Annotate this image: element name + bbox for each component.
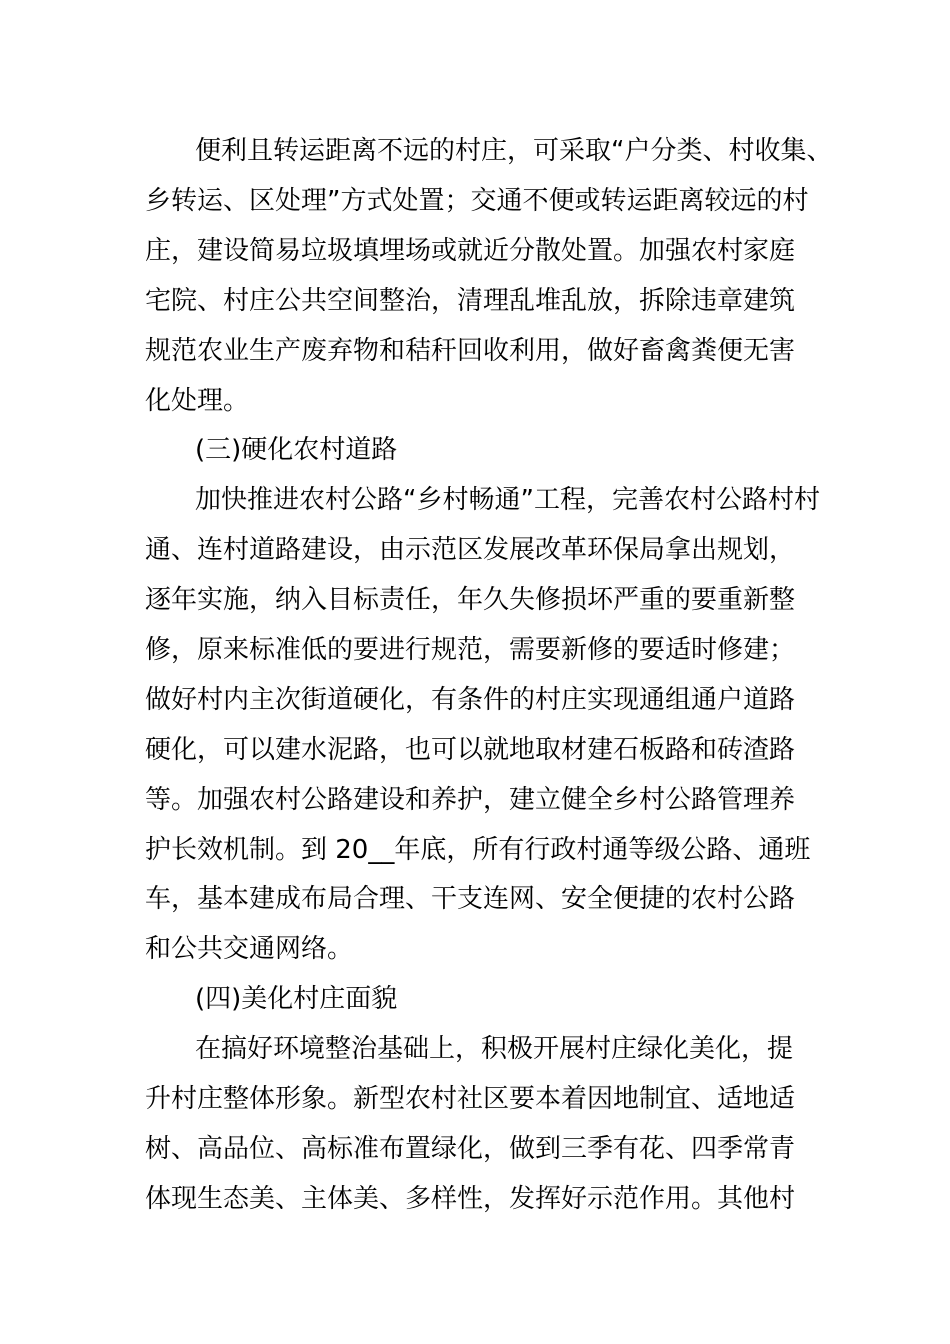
text-line: 树、高品位、高标准布置绿化，做到三季有花、四季常青 bbox=[145, 1134, 796, 1164]
section-heading-3: (三)硬化农村道路 bbox=[195, 435, 398, 465]
text-line: 和公共交通网络。 bbox=[145, 934, 354, 964]
text-line: 硬化，可以建水泥路，也可以就地取材建石板路和砖渣路 bbox=[145, 735, 796, 765]
text-line: 体现生态美、主体美、多样性，发挥好示范作用。其他村 bbox=[145, 1184, 796, 1214]
text-line: 通、连村道路建设，由示范区发展改革环保局拿出规划， bbox=[145, 535, 796, 565]
text-line: 乡转运、区处理”方式处置；交通不便或转运距离较远的村 bbox=[145, 186, 809, 216]
text-line: 升村庄整体形象。新型农村社区要本着因地制宜、适地适 bbox=[145, 1084, 796, 1114]
text-line: 做好村内主次街道硬化，有条件的村庄实现通组通户道路 bbox=[145, 685, 796, 715]
text-line: 便利且转运距离不远的村庄，可采取“户分类、村收集、 bbox=[195, 136, 833, 166]
text-line: 车，基本建成布局合理、干支连网、安全便捷的农村公路 bbox=[145, 884, 796, 914]
text-line: 规范农业生产废弃物和秸秆回收利用，做好畜禽粪便无害 bbox=[145, 336, 796, 366]
text-line: 宅院、村庄公共空间整治，清理乱堆乱放，拆除违章建筑 bbox=[145, 286, 796, 316]
text-line: 在搞好环境整治基础上，积极开展村庄绿化美化，提 bbox=[195, 1034, 794, 1064]
text-line: 修，原来标准低的要进行规范，需要新修的要适时修建； bbox=[145, 635, 796, 665]
text-line: 加快推进农村公路“乡村畅通”工程，完善农村公路村村 bbox=[195, 485, 820, 515]
text-line: 等。加强农村公路建设和养护，建立健全乡村公路管理养 bbox=[145, 785, 796, 815]
text-line: 逐年实施，纳入目标责任，年久失修损坏严重的要重新整 bbox=[145, 585, 796, 615]
text-line: 护长效机制。到 20__年底，所有行政村通等级公路、通班 bbox=[145, 835, 811, 865]
text-line: 化处理。 bbox=[145, 386, 250, 416]
section-heading-4: (四)美化村庄面貌 bbox=[195, 984, 398, 1014]
text-line: 庄，建设简易垃圾填埋场或就近分散处置。加强农村家庭 bbox=[145, 236, 796, 266]
